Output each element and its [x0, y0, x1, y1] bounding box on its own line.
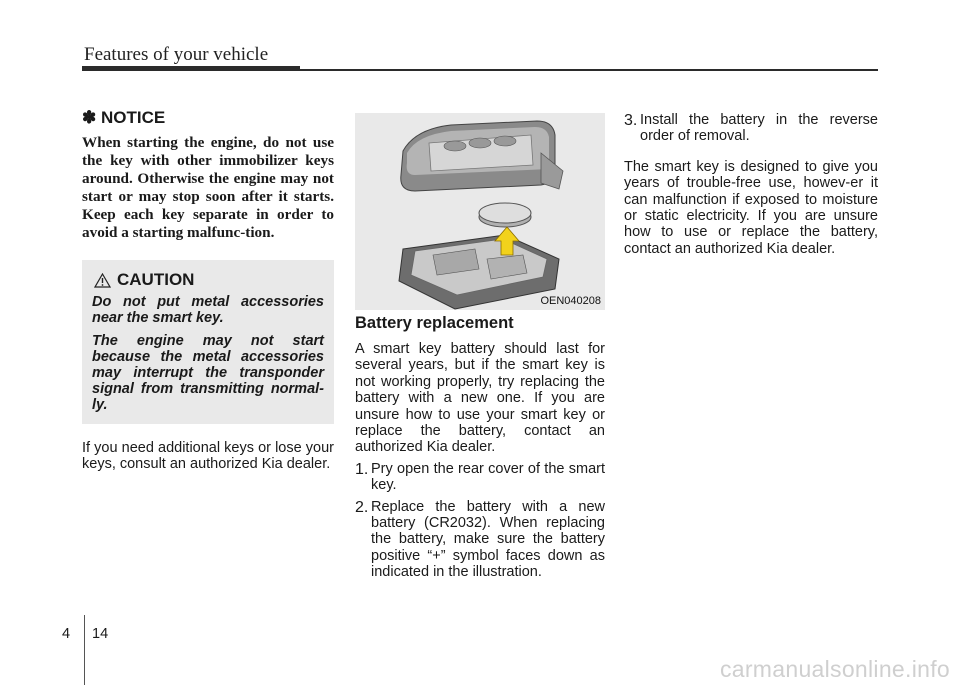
- section-number: 4: [62, 626, 71, 642]
- header-rule-thin: [300, 69, 878, 71]
- notice-text: When starting the engine, do not use the key with other immobilizer keys around. Otherwise the engine may not start or may stop soon after it starts. Keep each key separate in order to avoid a starting malfunc-tion.: [82, 134, 334, 241]
- step-text: Install the battery in the reverse order of removal.: [640, 112, 878, 145]
- caution-text: [92, 294, 324, 420]
- cross-star-icon: ✽: [82, 108, 97, 127]
- notice-section: [82, 108, 334, 242]
- list-item: [624, 112, 878, 145]
- page-header-title: Features of your vehicle: [84, 44, 269, 65]
- step-text: Replace the battery with a new battery (CR2032). When replacing the battery, make sure the battery positive “+” symbol faces down as indicated in the illustration.: [371, 498, 605, 581]
- caution-label: CAUTION: [117, 270, 195, 289]
- footer-divider: [84, 615, 85, 685]
- step-text: Pry open the rear cover of the smart key.: [371, 460, 605, 494]
- caution-paragraph: Do not put metal accessories near the smart key.: [92, 294, 324, 326]
- step-number: 3.: [624, 112, 638, 129]
- header-rule-thick: [82, 66, 300, 71]
- caution-heading: [94, 270, 194, 290]
- list-item: [355, 461, 605, 494]
- battery-steps-continued: [624, 112, 878, 145]
- smart-key-illustration: [355, 113, 605, 310]
- illustration-code: OEN040208: [540, 295, 601, 307]
- battery-heading: Battery replacement: [355, 314, 514, 332]
- caution-paragraph: The engine may not start because the metal accessories may interrupt the transponder signal from transmitting normal-ly.: [92, 333, 324, 413]
- warning-triangle-icon: [94, 273, 111, 288]
- step-number: 1.: [355, 460, 369, 478]
- battery-continued-section: [624, 112, 878, 257]
- battery-closing: The smart key is designed to give you years of trouble-free use, howev-er it can malfunction if exposed to moisture or static electricity. If you are unsure how to use or replace the battery, contact an authorized Kia dealer.: [624, 158, 878, 257]
- battery-intro: A smart key battery should last for several years, but if the smart key is not working properly, try replacing the battery with a new one. If you are unsure how to use your smart key or replace the battery, contact an authorized Kia dealer.: [355, 341, 605, 456]
- step-number: 2.: [355, 498, 369, 516]
- additional-keys-paragraph: If you need additional keys or lose your keys, consult an authorized Kia dealer.: [82, 440, 334, 473]
- list-item: [355, 499, 605, 581]
- page-number: 14: [92, 626, 109, 642]
- caution-box: [82, 260, 334, 424]
- smart-key-drawing: [355, 113, 605, 310]
- notice-heading: [82, 108, 334, 128]
- site-watermark: carmanualsonline.info: [719, 656, 950, 682]
- battery-replacement-section: [355, 314, 605, 586]
- notice-label: NOTICE: [100, 108, 166, 127]
- battery-steps: [355, 461, 605, 581]
